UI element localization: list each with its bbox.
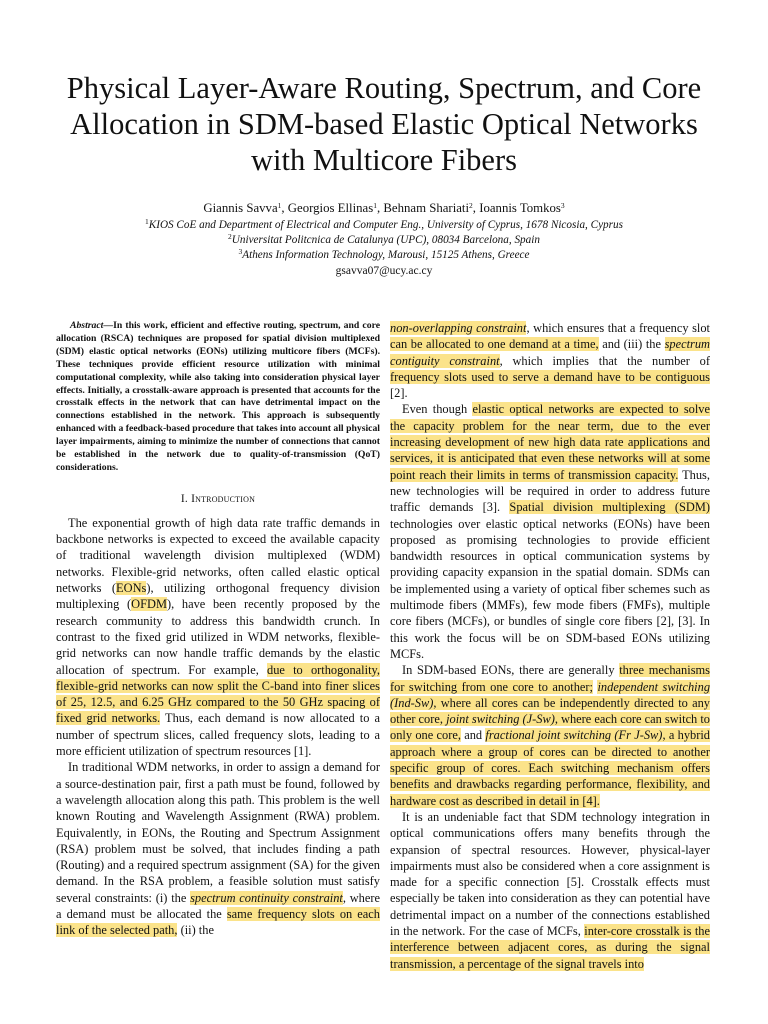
highlight: EONs bbox=[116, 581, 147, 596]
highlight: joint switching (J-Sw) bbox=[446, 712, 555, 727]
author-name: Giannis Savva bbox=[203, 201, 278, 215]
highlight: Spatial division multiplexing (SDM) bbox=[509, 500, 710, 515]
author-email: gsavva07@ucy.ac.cy bbox=[335, 265, 433, 277]
abstract-text: —In this work, efficient and effective routing, spectrum, and core allocation (RSCA) techniques are proposed for spatial division multiplexed (SDM) elastic optical networks (EONs) utilizing multicore fibers (MCFs). These techniques provide efficient resource utilization with minimal computational complexity, while also taking into consideration physical layer effects. Initially, a crosstalk-aware approach is presented that accounts for the crosstalk effects in the network that can have detrimental impact on the connections established in the network. This approach is subsequently enhanced with a feedback-based procedure that takes into account all physical layer impairments, aiming to minimize the number of connections that cannot be established in the network due to quality-of-transmission (QoT) considerations. bbox=[56, 320, 380, 473]
highlight: OFDM bbox=[131, 597, 167, 612]
author-name: Ioannis Tomkos bbox=[479, 201, 561, 215]
text-run: [2]. bbox=[390, 386, 408, 401]
title-line: with Multicore Fibers bbox=[251, 143, 517, 177]
highlight: non-overlapping constraint bbox=[390, 321, 527, 335]
highlight: same frequency slots on each link of the selected path, bbox=[56, 907, 380, 938]
highlight: due to orthogonality, flexible-grid networks can now split the C-band into finer slices of 25, 12.5, and 6.25 GHz compared to the 50 GHz spacing of fixed grid networks. bbox=[56, 662, 380, 726]
text-run: In SDM-based EONs, there are generally bbox=[402, 663, 620, 678]
text-run: ), have been recently proposed by the research community to address this bandwidth crunch. In contrast to the fixed grid utilized in WDM networks, flexible-grid networks can now handle traffic demands by the elastic allocation of spectrum. For example, bbox=[56, 597, 380, 677]
author-sup: 3 bbox=[560, 201, 565, 210]
left-column bbox=[56, 320, 380, 939]
affiliation bbox=[0, 218, 768, 233]
highlight: elastic optical networks are expected to solve the capacity problem for the near term, due to the ever increasing development of new high data rate applications and services, it is anticipated that even these networks will at some point reach their limits in terms of transmission capacity. bbox=[390, 402, 710, 482]
intro-paragraph bbox=[390, 320, 710, 401]
text-run: The exponential growth of high data rate traffic demands in backbone networks is expected to exceed the available capacity of traditional wavelength division multiplexed (WDM) networks. Flexible-grid networks, often called elastic optical networks ( bbox=[56, 515, 380, 596]
text-run: In traditional WDM networks, in order to assign a demand for a source-destination pair, first a path must be found, followed by a wavelength allocation along this path. This problem is the well known Routing and Wavelength Assignment (RWA) problem. Equivalently, in EONs, the Routing and Spectrum Assignment (RSA) problem must be solved, that includes finding a path (Routing) and a required spectrum assignment (SA) for the given demand. In the RSA problem, a feasible solution must satisfy several constraints: (i) the bbox=[56, 760, 380, 905]
affiliation bbox=[0, 248, 768, 263]
text-run: and bbox=[460, 728, 486, 743]
intro-paragraph bbox=[390, 662, 710, 809]
affiliation bbox=[0, 233, 768, 248]
intro-paragraph bbox=[390, 809, 710, 972]
author-sup: 2 bbox=[469, 201, 473, 210]
affiliation-text: Universitat Politcnica de Catalunya (UPC), 08034 Barcelona, Spain bbox=[231, 234, 540, 246]
intro-paragraph bbox=[56, 515, 380, 759]
affiliation-text: Athens Information Technology, Marousi, 15125 Athens, Greece bbox=[242, 249, 530, 261]
intro-paragraph bbox=[390, 401, 710, 662]
author-sup: 1 bbox=[373, 201, 377, 210]
highlight: three mechanisms for switching from one core to another; bbox=[390, 663, 710, 694]
highlight: frequency slots used to serve a demand have to be contiguous bbox=[390, 369, 710, 384]
abstract bbox=[56, 320, 380, 475]
text-run: Even though bbox=[402, 402, 473, 417]
affiliation-sup: 1 bbox=[145, 217, 149, 226]
section-number: I. bbox=[180, 492, 192, 505]
affiliation-sup: 3 bbox=[238, 247, 243, 256]
section-title: Introduction bbox=[191, 492, 256, 505]
text-run: , which implies that the number of bbox=[499, 353, 711, 368]
author-name: Georgios Ellinas bbox=[287, 201, 374, 215]
highlight: spectrum continuity constraint bbox=[190, 890, 343, 905]
author-name: Behnam Shariati bbox=[383, 201, 470, 215]
highlight: fractional joint switching (Fr J-Sw) bbox=[485, 728, 663, 743]
highlight: , where all cores can be independently directed to any other core, bbox=[390, 695, 710, 727]
affiliation-text: KIOS CoE and Department of Electrical and Computer Eng., University of Cyprus, 1678 Nicosia, Cyprus bbox=[148, 219, 623, 231]
text-run: It is an undeniable fact that SDM technology integration in optical communications offers many benefits through the expansion of spectral resources. However, physical-layer impairments must also be considered when a core assignment is made for a specific connection [5]. Crosstalk effects must especially be taken into consideration as they can potential have detrimental impact on a number of the connections established in the network. For the case of MCFs, bbox=[390, 809, 710, 938]
section-heading bbox=[56, 492, 380, 506]
highlight: spectrum contiguity constraint bbox=[390, 337, 710, 368]
highlight: independent switching (Ind-Sw) bbox=[390, 679, 711, 710]
affiliation-sup: 2 bbox=[228, 232, 232, 241]
title-line: Allocation in SDM-based Elastic Optical Networks bbox=[70, 107, 698, 141]
intro-paragraph bbox=[56, 759, 380, 938]
right-column bbox=[390, 320, 710, 972]
text-run: , where a demand must be allocated the bbox=[56, 890, 380, 921]
title-line: Physical Layer-Aware Routing, Spectrum, and Core bbox=[66, 71, 702, 105]
highlight: , a hybrid approach where a group of cores can be directed to another specific group of cores. Each switching mechanism offers benefits and drawbacks regarding performance, flexibility, and hardware cost as described in detail in [4]. bbox=[390, 728, 710, 808]
highlight: , where each core can switch to only one core, bbox=[390, 712, 710, 743]
highlight: inter-core crosstalk is the interference between adjacent cores, as during the signal transmission, a percentage of the signal travels into bbox=[390, 923, 710, 971]
text-run: (ii) the bbox=[177, 923, 214, 938]
text-run: Thus, each demand is now allocated to a number of spectrum slices, called frequency slots, leading to a more efficient utilization of spectrum resources [1]. bbox=[56, 711, 381, 759]
text-run: and (iii) the bbox=[598, 337, 665, 352]
text-run: technologies over elastic optical networks (EONs) have been proposed as promising technologies to provide efficient bandwidth resources in optical communication systems by providing capacity expansion in the spatial domain. SDMs can be implemented using a variety of optical fiber schemes such as multimode fibers (MMFs), few mode fibers (FMFs), multiple core fibers (MCFs), or bundles of single core fibers [2], [3]. In this work the focus will be on SDM-based EONs utilizing MCFs. bbox=[390, 516, 710, 661]
author-list: Giannis Savva$^1$, Georgios Ellinas$^1$, Behnam Shariati$^2$, Ioannis Tomkos$^3$ bbox=[203, 201, 565, 215]
text-run: ), utilizing orthogonal frequency division multiplexing ( bbox=[56, 581, 380, 612]
paper-title bbox=[30, 70, 738, 178]
highlight: can be allocated to one demand at a time, bbox=[390, 337, 599, 352]
text-run: Thus, new technologies will be required in order to address future traffic demands [3]. bbox=[390, 467, 710, 515]
author-sup: 1 bbox=[277, 201, 282, 210]
abstract-label: Abstract bbox=[70, 320, 104, 331]
text-run: , which ensures that a frequency slot bbox=[526, 321, 710, 335]
